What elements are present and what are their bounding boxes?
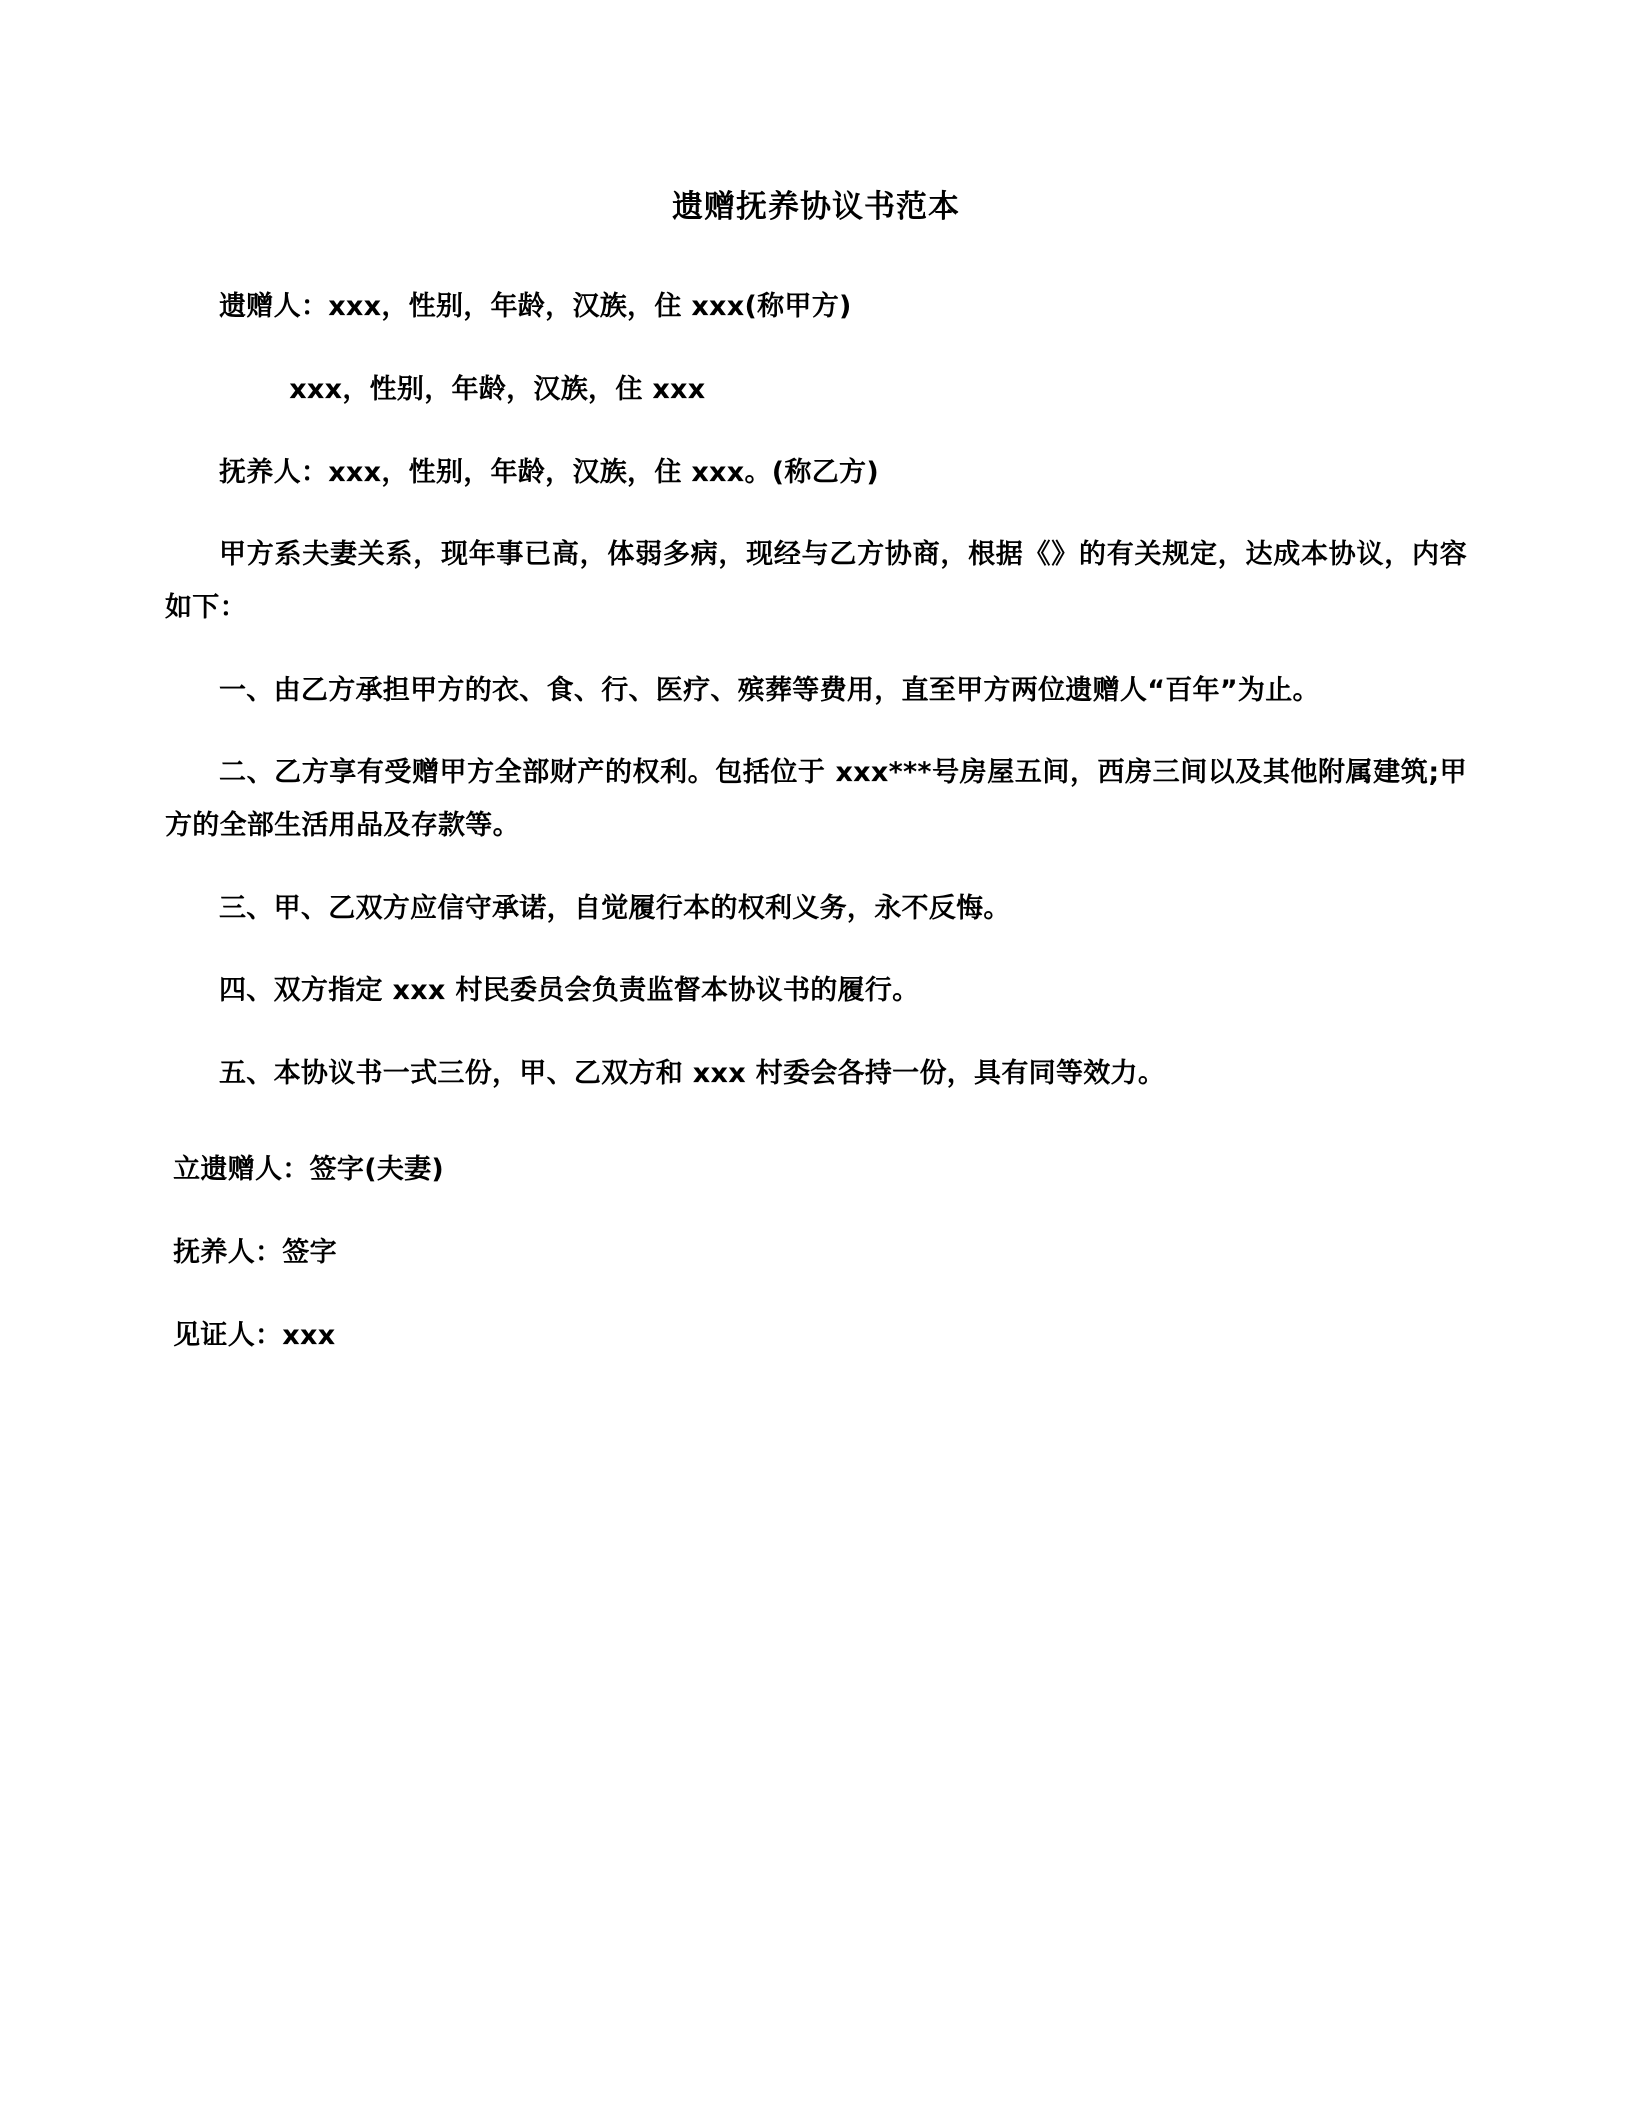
paragraph-clause-2: 二、乙方享有受赠甲方全部财产的权利。包括位于 xxx***号房屋五间，西房三间以及其他附属建筑;甲方的全部生活用品及存款等。: [165, 757, 1467, 841]
paragraph-clause-3: 三、甲、乙双方应信守承诺，自觉履行本的权利义务，永不反悔。: [219, 892, 1011, 924]
paragraph-clause-1: 一、由乙方承担甲方的衣、食、行、医疗、殡葬等费用，直至甲方两位遗赠人“百年”为止。: [219, 674, 1320, 706]
signature-bequeathor: 立遗赠人：签字(夫妻): [173, 1154, 445, 1186]
paragraph-supporter: 抚养人：xxx，性别，年龄，汉族，住 xxx。(称乙方): [219, 456, 879, 488]
paragraph-bequeathor-1: 遗赠人：xxx，性别，年龄，汉族，住 xxx(称甲方): [219, 291, 852, 323]
paragraph-bequeathor-2: xxx，性别，年龄，汉族，住 xxx: [289, 374, 706, 406]
page-title: 遗赠抚养协议书范本: [672, 189, 960, 225]
paragraph-clause-4: 四、双方指定 xxx 村民委员会负责监督本协议书的履行。: [219, 975, 920, 1007]
paragraph-preamble: 甲方系夫妻关系，现年事已高，体弱多病，现经与乙方协商，根据《》的有关规定，达成本协议，内容如下：: [165, 539, 1467, 623]
paragraph-clause-5: 五、本协议书一式三份，甲、乙双方和 xxx 村委会各持一份，具有同等效力。: [219, 1057, 1166, 1089]
signature-witness: 见证人：xxx: [173, 1319, 336, 1351]
signature-supporter: 抚养人：签字: [173, 1237, 337, 1269]
signature-spacer: [165, 1130, 1467, 1144]
